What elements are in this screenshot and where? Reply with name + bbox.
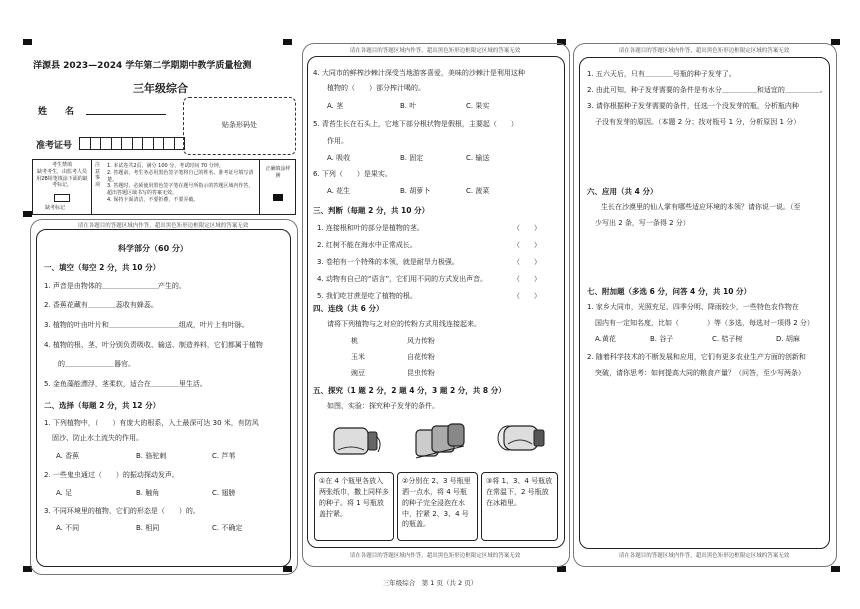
choice-q1-opt-b: B. 骆驼刺 [136, 452, 167, 460]
jar-illustration-1 [326, 418, 386, 464]
name-field[interactable] [86, 114, 166, 115]
explore-q2: 2. 由此可知，种子发芽需要的条件是有水分＿＿＿＿＿和适宜的＿＿＿＿＿。 [587, 86, 827, 94]
apply-question-cont: 少写出 2 条，写一条得 2 分） [595, 219, 690, 227]
apply-title: 六、应用（共 4 分） [587, 187, 658, 196]
fill-item-4-cont: 的＿＿＿＿＿＿＿器官。 [44, 360, 135, 368]
extra-q2: 2. 随着科学技术的不断发展和应用，它们有更多农业生产方面的创新和 [587, 353, 806, 361]
science-panel [36, 229, 291, 567]
line-plant-2: 玉米 [351, 353, 365, 361]
judge-item-5: 5. 我们吃甘蔗是吃了植物的根。 [317, 292, 417, 300]
judge-answer-3[interactable]: （ ） [513, 258, 541, 266]
page-footer: 三年级综合 第 1 页（共 2 页） [382, 579, 478, 587]
choice-q5-opt-b: B. 固定 [400, 154, 424, 162]
choice-q5-opt-a: A. 吸收 [327, 154, 351, 162]
fill-item-4: 4. 植物的根、茎、叶分别负责吸收、输送、制造养料，它们都属于植物 [44, 341, 263, 349]
explore-q3: 3. 请你根据种子发芽需要的条件，任选一个没发芽的瓶，分析瓶内种 [587, 102, 799, 110]
barcode-label: 贴条形码处 [222, 121, 257, 129]
exam-title: 洋源县 2023—2024 学年第二学期期中教学质量检测 [33, 61, 252, 71]
step-box-2: ②分别在 2、3 号瓶里洒一点水，将 4 号瓶的种子完全浸泡在水中，拧紧 2、3、4 号的瓶盖。 [397, 472, 478, 541]
choice-q4: 4. 大同市的鲜榨沙棘汁深受当地游客喜爱，美味的沙棘汁是利用这种 [313, 69, 525, 77]
choice-q1-opt-c: C. 芦苇 [212, 452, 236, 460]
extra-title: 七、附加题（多选 6 分，问答 4 分，共 10 分） [587, 287, 752, 296]
choice-q5: 5. 青苔生长在石头上，它地下部分根状物是假根，主要起（ ） [313, 120, 518, 128]
line-way-3: 昆虫传粉 [407, 369, 435, 377]
choice-q3-opt-a: A. 不同 [56, 524, 80, 532]
region-band-bottom: 请在各题目的答题区域内作答，超出黑色矩形边框限定区域的答案无效 [349, 553, 521, 559]
line-plant-3: 豌豆 [351, 369, 365, 377]
absent-label: 缺考标记 [45, 205, 66, 211]
choice-q1: 1. 下列植物中，（ ）有庞大的根系，入土最深可达 30 米，有防风 [44, 419, 259, 427]
extra-q1: 1. 家乡大同市，光照充足、四季分明、降雨较少，一些特色农作物在 [587, 303, 799, 311]
name-label: 姓 名 [38, 107, 75, 117]
absent-mark-box[interactable] [54, 194, 70, 202]
extra-q1-cont: 国内有一定知名度，比如（ ）等（多选，每选对一项得 2 分） [595, 319, 814, 327]
notice-box [32, 159, 296, 215]
step-box-1: ①在 4 个瓶里各放入两张纸巾，撒上同样多的种子。将 1 号瓶放盖拧紧。 [314, 472, 394, 541]
region-band-top: 请在各题目的答题区域内作答，超出黑色矩形边框限定区域的答案无效 [349, 48, 521, 54]
step-box-3: ③将 1、3、4 号瓶放在常温下，2 号瓶放在冰箱里。 [481, 472, 558, 541]
line-way-1: 风力传粉 [407, 337, 435, 345]
choice-q4-opt-a: A. 茎 [327, 102, 344, 110]
explore-q1: 1. 五六天后，只有＿＿＿＿号瓶的种子发芽了。 [587, 70, 736, 78]
choice-q1-opt-a: A. 香蕉 [56, 452, 80, 460]
choice-q4-opt-c: C. 果实 [466, 102, 490, 110]
notice-label: 考生禁填 缺考考生，由监考人员用2B铅笔填涂下面的缺考标记。 [36, 162, 88, 189]
fill-item-1: 1. 声音是由物体的＿＿＿＿＿＿＿＿产生的。 [44, 282, 186, 290]
judge-item-2: 2. 红树不能在海水中正常成长。 [317, 241, 417, 249]
judge-item-3: 3. 卷柏有一个特殊的本领，就是耐旱力极强。 [317, 258, 459, 266]
line-title: 四、连线（共 6 分） [313, 304, 384, 313]
explore-title: 五、探究（1 题 2 分，2 题 4 分，3 题 2 分，共 8 分） [313, 386, 506, 395]
section-title: 科学部分（60 分） [118, 244, 188, 253]
choice-q3: 3. 不同环境里的植物，它们的形态是（ ）的。 [44, 507, 200, 515]
choice-q4-opt-b: B. 叶 [400, 102, 417, 110]
extra-q2-cont: 突破，请你思考：如何提高大同的粮食产量？（问答，至少写两条） [595, 369, 805, 377]
extra-opt-b: B. 谷子 [650, 335, 674, 343]
explore-q3-cont: 子没有发芽的原因。（本题 2 分；找对瓶号 1 分，分析原因 1 分） [595, 118, 801, 126]
judge-title: 三、判断（每题 2 分，共 10 分） [313, 206, 430, 215]
fill-item-5: 5. 金鱼藻能漂浮，茎柔软，适合在＿＿＿＿里生活。 [44, 380, 207, 388]
registration-mark [831, 566, 840, 572]
choice-q3-opt-b: B. 相同 [136, 524, 160, 532]
choice-q6-opt-a: A. 花生 [327, 187, 351, 195]
registration-mark [23, 211, 32, 217]
choice-q5-cont: 作用。 [327, 137, 348, 145]
choice-q3-opt-c: C. 不确定 [212, 524, 243, 532]
registration-mark [23, 39, 32, 45]
extra-opt-c: C. 桔子树 [712, 335, 743, 343]
fill-item-3: 3. 植物的叶由叶片和＿＿＿＿＿＿＿＿＿＿组成，叶片上有叶脉。 [44, 321, 249, 329]
barcode-area [183, 97, 296, 155]
line-way-2: 自花传粉 [407, 353, 435, 361]
choice-q1-cont: 固沙、防止水土流失的作用。 [52, 434, 143, 442]
extra-opt-a: A.黄花 [595, 335, 616, 343]
judge-answer-4[interactable]: （ ） [513, 275, 541, 283]
choice-q2-opt-b: B. 触角 [136, 489, 160, 497]
choice-q6-opt-c: C. 菠菜 [466, 187, 490, 195]
region-band-top: 请在各题目的答题区域内作答，超出黑色矩形边框限定区域的答案无效 [77, 223, 249, 229]
judge-item-1: 1. 连接根和叶的部分是植物的茎。 [317, 224, 424, 232]
jar-illustration-3 [490, 414, 550, 466]
choice-q2-opt-a: A. 足 [56, 489, 73, 497]
fill-example-label: 正确填涂样例 [265, 166, 291, 179]
id-label: 准考证号 [36, 141, 73, 151]
judge-item-4: 4. 动物有自己的“语言”，它们用不同的方式发出声音。 [317, 275, 488, 283]
choice-q2: 2. 一些鬼虫通过（ ）的振动探动发声。 [44, 471, 179, 479]
region-band-bottom: 请在各题目的答题区域内作答，超出黑色矩形边框限定区域的答案无效 [618, 553, 790, 559]
judge-answer-1[interactable]: （ ） [513, 224, 541, 232]
line-plant-1: 桃 [351, 337, 358, 345]
choice-title: 二、选择（每题 2 分，共 12 分） [44, 401, 161, 410]
line-intro: 请将下列植物与之对应的传粉方式用线连接起来。 [327, 320, 481, 328]
judge-answer-5[interactable]: （ ） [513, 292, 541, 300]
registration-mark [831, 39, 840, 45]
extra-opt-d: D. 胡麻 [776, 335, 800, 343]
fill-example-mark [273, 194, 283, 201]
choice-q5-opt-c: C. 输送 [466, 154, 490, 162]
exam-subject: 三年级综合 [133, 82, 188, 95]
choice-q6: 6. 下列（ ）是果实。 [313, 170, 392, 178]
registration-mark [283, 39, 292, 45]
apply-question: 生长在沙漠里的仙人掌有哪些适应环境的本领？请你说一说。（至 [587, 203, 801, 211]
judge-answer-2[interactable]: （ ） [513, 241, 541, 249]
choice-q2-opt-c: C. 翅膀 [212, 489, 236, 497]
choice-q4-cont: 植物的（ ）部分榨汁喝的。 [327, 84, 425, 92]
jar-illustration-2 [410, 416, 470, 466]
choice-q6-opt-b: B. 胡萝卜 [400, 187, 431, 195]
rules-list: 1. 本试卷共2页，满分 100 分，考试时间 70 分钟。 2. 答题前，考生务必用黑色签字笔将自己的姓名、准考证号填写清楚。 3. 答题时，必须使用黑色签字笔在题号所指示的答题区域内作答，超出答题区域书写的答案无效。 4. 保持卡面清洁，不要折叠，不要弄破。 [107, 163, 254, 203]
fill-title: 一、填空（每空 2 分，共 10 分） [44, 263, 161, 272]
region-band-top: 请在各题目的答题区域内作答，超出黑色矩形边框限定区域的答案无效 [618, 48, 790, 54]
id-number-grid[interactable] [80, 135, 185, 148]
explore-intro: 如图，实验：探究种子发芽的条件。 [327, 402, 439, 410]
fill-item-2: 2. 香蕉花藏有＿＿＿＿蕊收有蜂蕊。 [44, 301, 158, 309]
rules-heading: 注意事项 [95, 162, 101, 188]
